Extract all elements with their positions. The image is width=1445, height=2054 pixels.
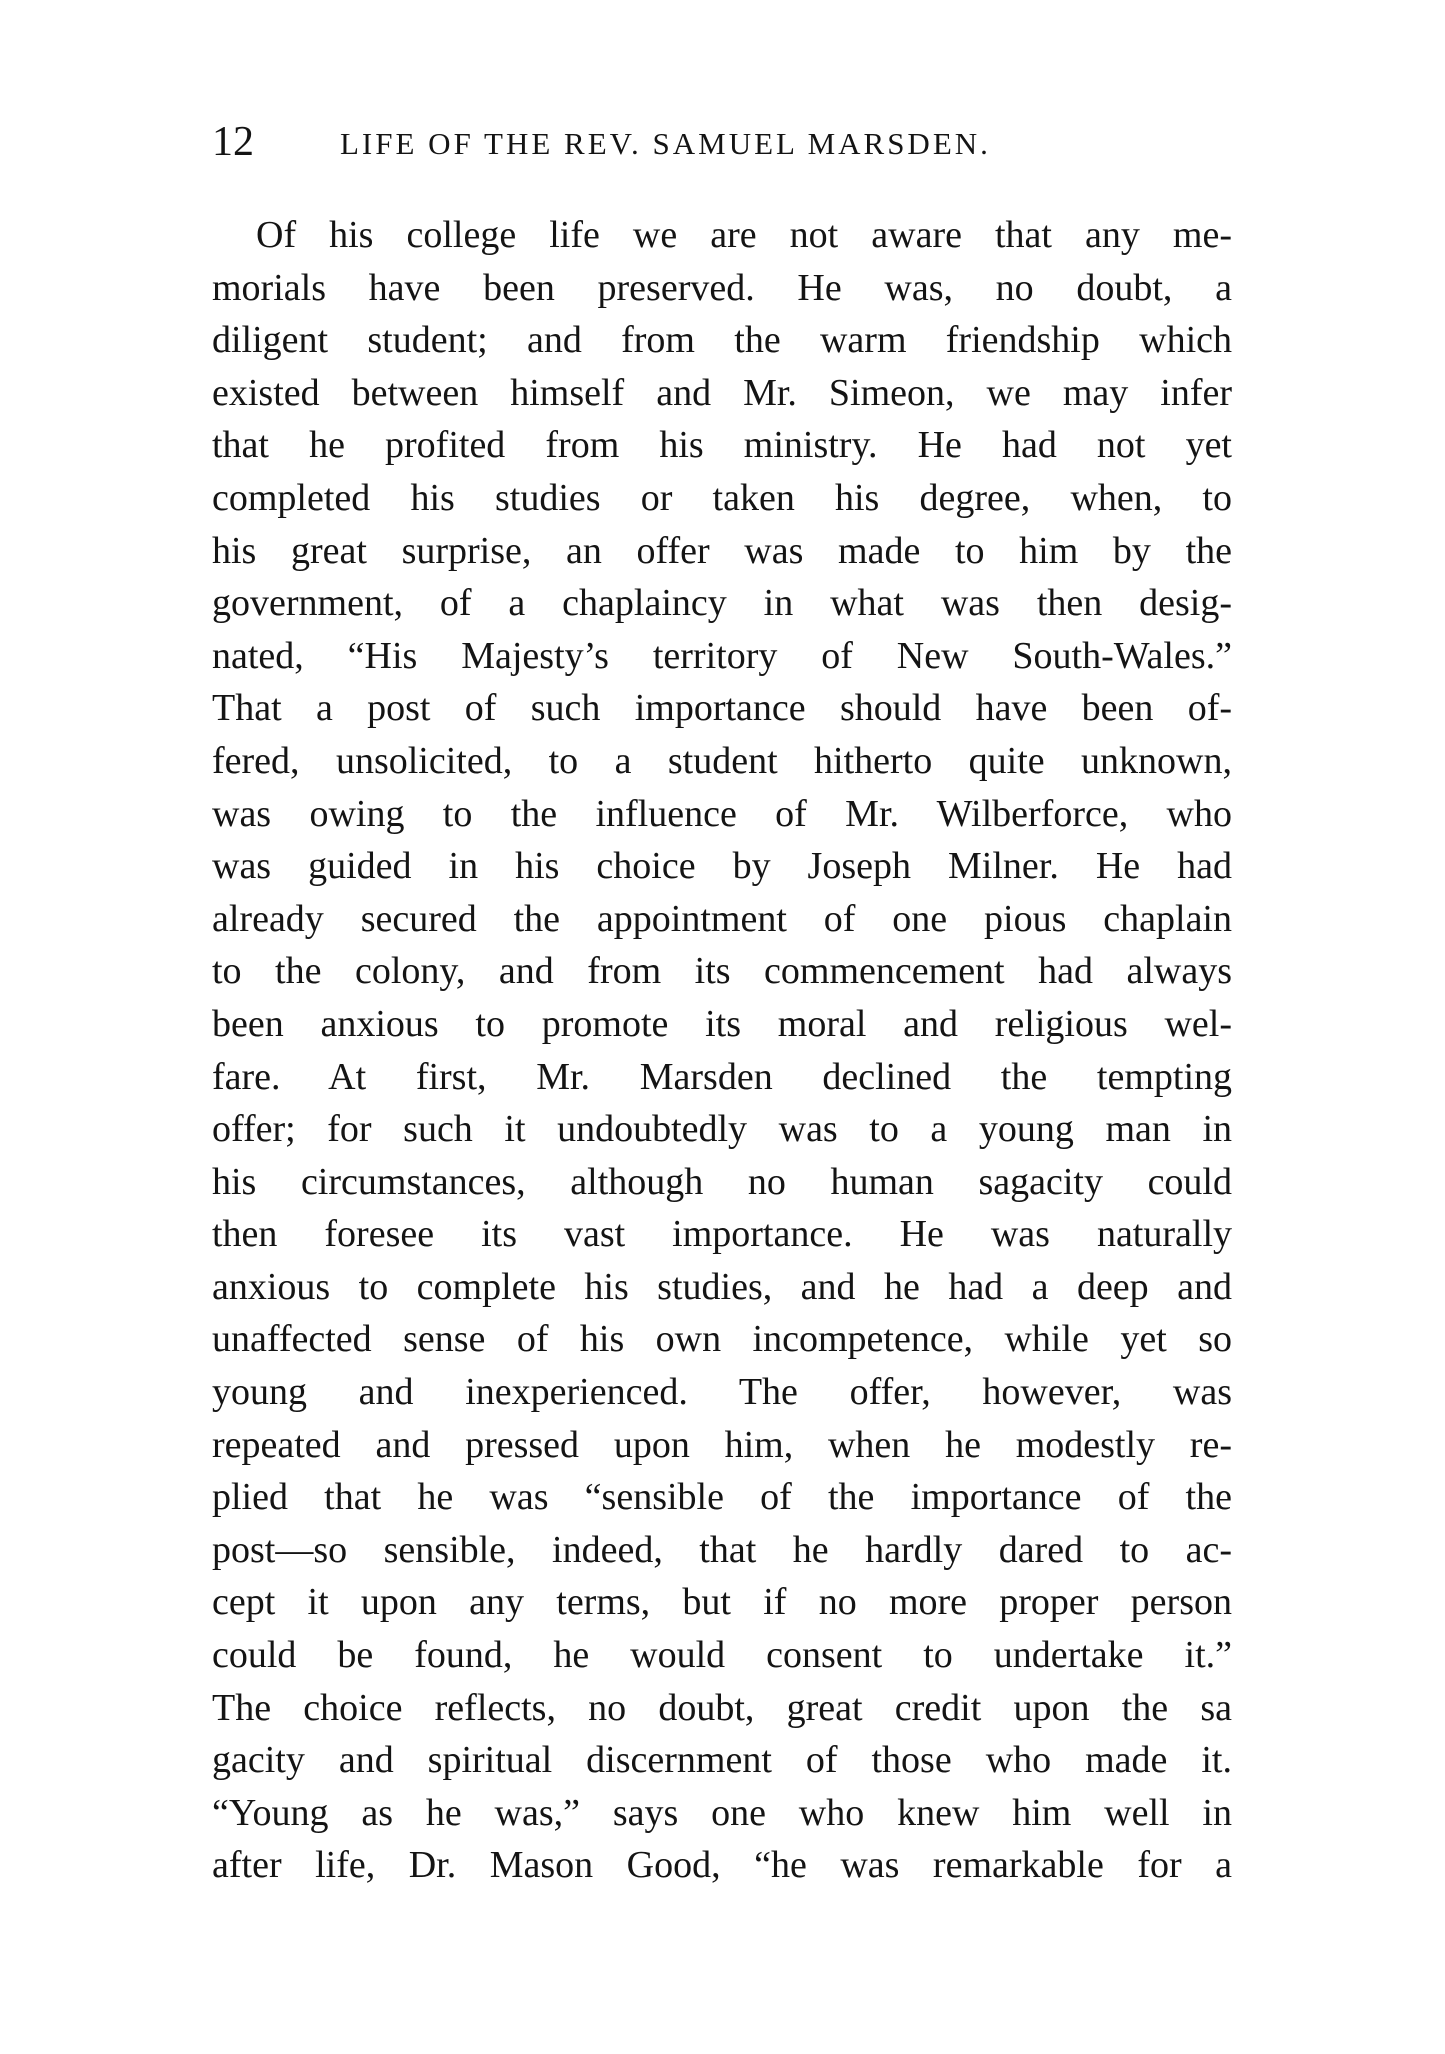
text-line: his circumstances, although no human sagacity could: [212, 1160, 1232, 1203]
text-line: his great surprise, an offer was made to him by the: [212, 529, 1232, 572]
text-line: anxious to complete his studies, and he had a deep and: [212, 1265, 1232, 1308]
text-line: was guided in his choice by Joseph Milner. He had: [212, 845, 1232, 888]
text-line: been anxious to promote its moral and religious wel-: [212, 1002, 1232, 1045]
text-line: The choice reflects, no doubt, great credit upon the sa: [212, 1686, 1232, 1729]
body-text: [212, 209, 1232, 1892]
text-line: fered, unsolicited, to a student hitherto quite unknown,: [212, 739, 1232, 782]
text-line: Of his college life we are not aware that any me-: [256, 214, 1232, 256]
text-line: post—so sensible, indeed, that he hardly dared to ac-: [212, 1528, 1232, 1571]
text-line: to the colony, and from its commencement had always: [212, 950, 1232, 993]
text-line: young and inexperienced. The offer, however, was: [212, 1371, 1232, 1414]
text-line: unaffected sense of his own incompetence, while yet so: [212, 1318, 1232, 1361]
text-line: existed between himself and Mr. Simeon, we may infer: [212, 371, 1232, 414]
text-line: “Young as he was,” says one who knew him well in: [212, 1791, 1232, 1834]
text-line: already secured the appointment of one pious chaplain: [212, 897, 1232, 940]
text-line: repeated and pressed upon him, when he modestly re-: [212, 1423, 1232, 1466]
page-header: [212, 112, 1232, 172]
text-line: was owing to the influence of Mr. Wilberforce, who: [212, 792, 1232, 835]
text-line: gacity and spiritual discernment of those who made it.: [212, 1739, 1232, 1782]
text-line: That a post of such importance should have been of-: [212, 687, 1232, 730]
text-line: plied that he was “sensible of the importance of the: [212, 1476, 1232, 1519]
text-line: diligent student; and from the warm friendship which: [212, 319, 1232, 362]
text-line: offer; for such it undoubtedly was to a young man in: [212, 1108, 1232, 1151]
text-line: after life, Dr. Mason Good, “he was remarkable for a: [212, 1844, 1232, 1887]
text-line: nated, “His Majesty’s territory of New South-Wales.”: [212, 634, 1232, 677]
running-title: LIFE OF THE REV. SAMUEL MARSDEN.: [340, 126, 991, 161]
text-line: that he profited from his ministry. He had not yet: [212, 424, 1232, 467]
page-number: 12: [212, 119, 254, 165]
text-line: fare. At first, Mr. Marsden declined the tempting: [212, 1055, 1232, 1098]
text-line: could be found, he would consent to undertake it.”: [212, 1634, 1232, 1677]
text-line: cept it upon any terms, but if no more proper person: [212, 1581, 1232, 1624]
text-line: morials have been preserved. He was, no doubt, a: [212, 266, 1232, 309]
text-line: completed his studies or taken his degree, when, to: [212, 476, 1232, 519]
text-line: then foresee its vast importance. He was naturally: [212, 1213, 1232, 1256]
text-line: government, of a chaplaincy in what was then desig-: [212, 582, 1232, 625]
